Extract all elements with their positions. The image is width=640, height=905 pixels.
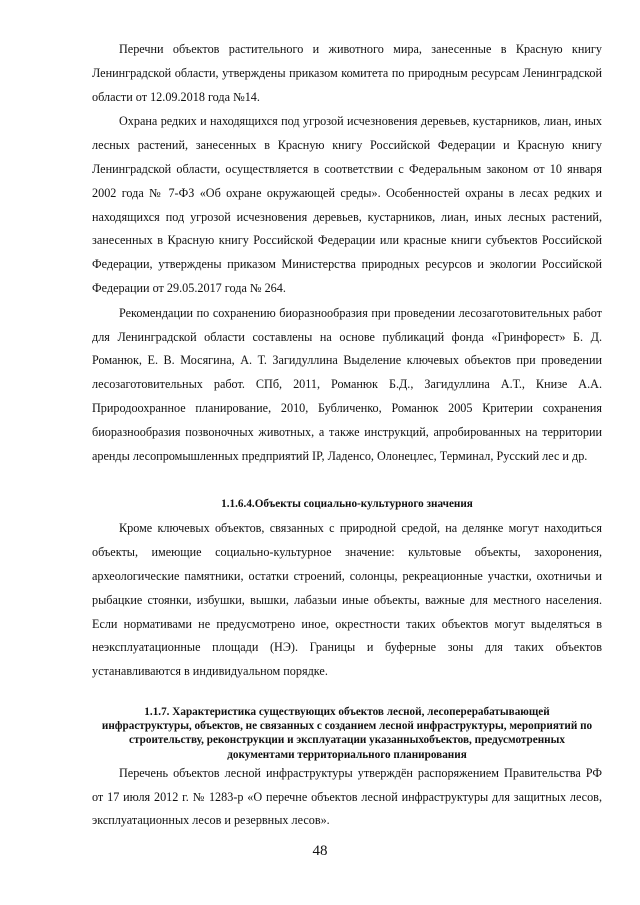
section-heading-1164: 1.1.6.4.Объекты социально-культурного значения [221,498,473,511]
paragraph-forest-infrastructure: Перечень объектов лесной инфраструктуры утверждён распоряжением Правительства РФ от 17 июля 2012 г. № 1283-р «О перечне объектов лесной инфраструктуры для защитных лесов, эксплуатационных лесов и резервных лесов». [92,765,602,828]
document-page [92,38,602,833]
paragraph-red-book-lists: Перечни объектов растительного и животного мира, занесенные в Красную книгу Ленинградской области, утверждены приказом комитета по природным ресурсам Ленинградской области от 12.09.2018 года №14. [92,42,602,104]
paragraph-sociocultural-objects: Кроме ключевых объектов, связанных с природной средой, на делянке могут находиться объекты, имеющие социально-культурное значение: культовые объекты, захоронения, археологические памятники, остатки строений, солонцы, рекреационные участки, охотничьи и рыбацкие стоянки, избушки, вышки, лабазыи иные объекты, важные для местного населения. Если нормативами не предусмотрено иное, окрестности таких объектов могут выделяться в неэксплуатационные площади (НЭ). Границы и буферные зоны для таких объектов устанавливаются в индивидуальном порядке. [92,521,602,679]
page-number: 48 [312,843,328,859]
paragraph-biodiversity-recommendations: Рекомендации по сохранению биоразнообразия при проведении лесозаготовительных работ для Ленинградской области составлены на основе публикаций фонда «Гринфорест» Б. Д. Романюк, Е. В. Мосягина, А. Т. Загидуллина Выделение ключевых объектов при проведении лесозаготовительных работ. СПб, 2011, Романюк Б.Д., Загидуллина А.Т., Книзе А.А. Природоохранное планирование, 2010, Бубличенко, Романюк 2005 Критерии сохранения биоразнообразия позвоночных животных, а также инструкций, апробированных на территории аренды лесопромышленных предприятий IP, Ладенсо, Олонецлес, Терминал, Русский лес и др. [92,305,602,463]
paragraph-rare-plants-protection: Охрана редких и находящихся под угрозой исчезновения деревьев, кустарников, лиан, иных лесных растений, занесенных в Красную книгу Российской Федерации и Красную книгу Ленинградской области, осуществляется в соответствии с Федеральным законом от 10 января 2002 года № 7-ФЗ «Об охране окружающей среды». Особенностей охраны в лесах редких и находящихся под угрозой исчезновения деревьев, кустарников, лиан, иных лесных растений, занесенных в Красную книгу Российской Федерации или красные книги субъектов Российской Федерации, утверждены приказом Министерства природных ресурсов и экологии Российской Федерации от 29.05.2017 года № 264. [92,114,602,295]
section-heading-117: 1.1.7. Характеристика существующих объектов лесной, лесоперерабатывающей инфраструктуры, объектов, не связанных с созданием лесной инфраструктуры, мероприятий по строительству, реконструкции и эксплуатации указанныхобъектов, предусмотренных документами территориального планирования [101,705,593,761]
